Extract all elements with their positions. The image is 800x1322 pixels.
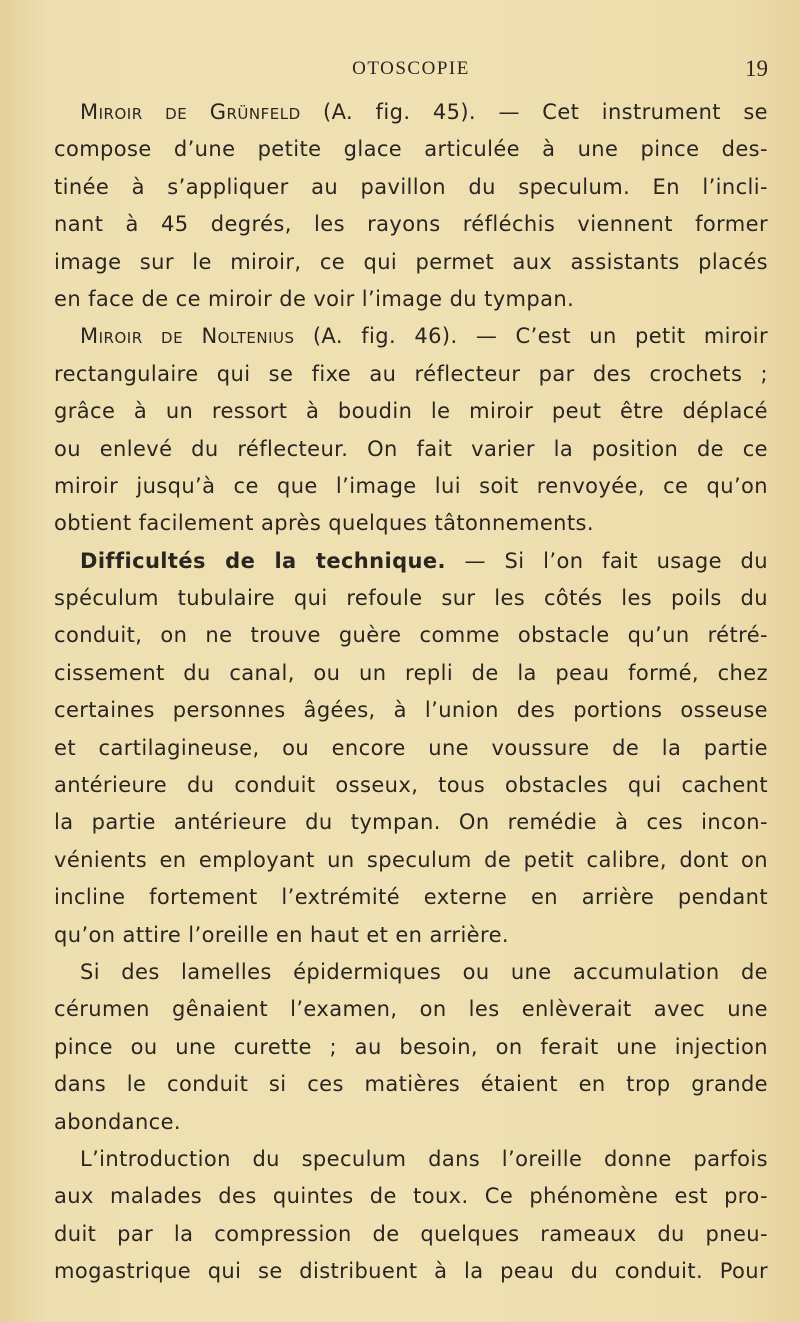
line-text: (A. fig. 46). — C’est un petit miroir — [294, 324, 768, 349]
paragraph-miroir-grunfeld — [54, 94, 768, 318]
section-heading: Miroir de Grünfeld — [80, 100, 301, 124]
text-line: miroir jusqu’à ce que l’image lui soit renvoyée, ce qu’on — [54, 473, 768, 498]
text-line: antérieure du conduit osseux, tous obstacles qui cachent — [54, 773, 768, 798]
text-line: cérumen gênaient l’examen, on les enlèverait avec une — [54, 997, 768, 1022]
text-line: conduit, on ne trouve guère comme obstacle qu’un rétré- — [54, 623, 768, 648]
text-line — [54, 94, 768, 131]
text-line: qu’on attire l’oreille en haut et en arrière. — [54, 922, 509, 947]
paragraph-lamelles — [54, 954, 768, 1141]
text-line — [54, 543, 768, 580]
line-text: (A. fig. 45). — Cet instrument se — [300, 100, 768, 124]
text-line: et cartilagineuse, ou encore une voussure de la partie — [54, 735, 768, 760]
paragraph-introduction-speculum — [54, 1141, 768, 1291]
text-line: dans le conduit si ces matières étaient en trop grande — [54, 1072, 768, 1097]
body-text — [54, 94, 768, 1291]
text-line: Si des lamelles épidermiques ou une accumulation de — [80, 959, 768, 984]
text-line: vénients en employant un speculum de petit calibre, dont on — [54, 847, 768, 872]
text-line: duit par la compression de quelques rameaux du pneu- — [54, 1221, 768, 1246]
text-line: la partie antérieure du tympan. On remédie à ces incon- — [54, 810, 768, 835]
text-line: rectangulaire qui se fixe au réflecteur par des crochets ; — [54, 361, 768, 386]
text-line: cissement du canal, ou un repli de la peau formé, chez — [54, 660, 768, 685]
text-line: abondance. — [54, 1109, 182, 1134]
text-line: nant à 45 degrés, les rayons réfléchis viennent former — [54, 212, 768, 237]
section-heading: Difficultés de la technique. — [80, 548, 446, 573]
text-line: grâce à un ressort à boudin le miroir peut être déplacé — [54, 399, 768, 424]
text-line: compose d’une petite glace articulée à une pince des- — [54, 137, 768, 162]
text-line: pince ou une curette ; au besoin, on ferait une injection — [54, 1034, 768, 1059]
text-line: aux malades des quintes de toux. Ce phénomène est pro- — [54, 1184, 768, 1209]
text-line: spéculum tubulaire qui refoule sur les côtés les poils du — [54, 586, 768, 611]
text-line: ou enlevé du réflecteur. On fait varier la position de ce — [54, 436, 768, 461]
text-line: L’introduction du speculum dans l’oreille donne parfois — [80, 1146, 768, 1171]
text-line: incline fortement l’extrémité externe en arrière pendant — [54, 885, 768, 910]
text-line — [54, 318, 768, 355]
text-line: obtient facilement après quelques tâtonnements. — [54, 511, 594, 536]
text-line: image sur le miroir, ce qui permet aux assistants placés — [54, 249, 768, 274]
section-heading: Miroir de Noltenius — [80, 324, 295, 349]
text-line: certaines personnes âgées, à l’union des portions osseuse — [54, 698, 768, 723]
text-line: tinée à s’appliquer au pavillon du speculum. En l’incli- — [54, 174, 768, 199]
text-line: en face de ce miroir de voir l’image du tympan. — [54, 286, 575, 311]
running-title: OTOSCOPIE — [352, 58, 470, 79]
paragraph-difficultes-technique — [54, 543, 768, 954]
line-text: — Si l’on fait usage du — [445, 548, 768, 573]
text-line: mogastrique qui se distribuent à la peau du conduit. Pour — [54, 1259, 768, 1284]
running-head — [54, 58, 768, 86]
paragraph-miroir-noltenius — [54, 318, 768, 542]
page-number: 19 — [745, 56, 768, 81]
